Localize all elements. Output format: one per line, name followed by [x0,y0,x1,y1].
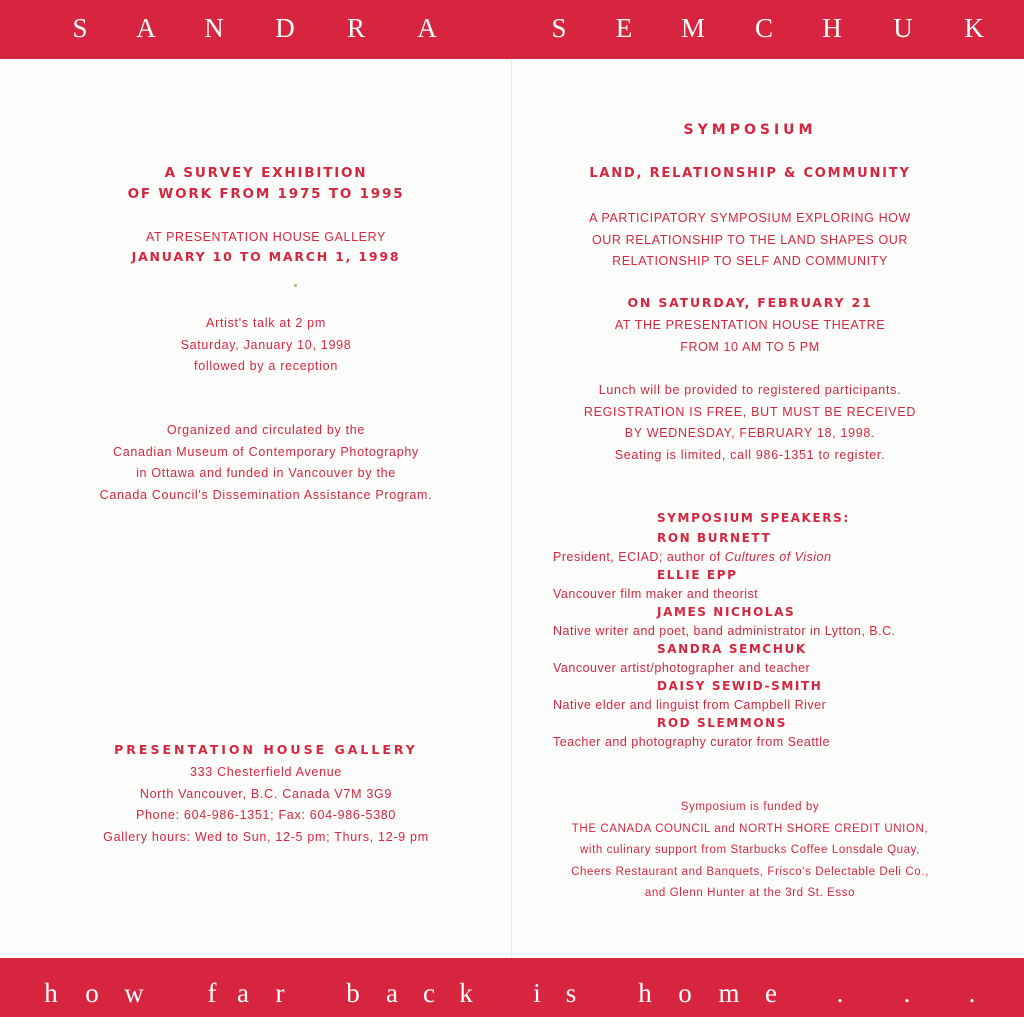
organized-line: in Ottawa and funded in Vancouver by the [136,466,396,480]
footer-letter: w [124,978,144,1008]
speaker-name: ROD SLEMMONS [657,716,788,730]
footer-letter: m [718,978,740,1008]
gallery-name: PRESENTATION HOUSE GALLERY [114,742,418,757]
exhibition-title [60,163,472,205]
funding-line: and Glenn Hunter at the 3rd St. Esso [644,887,856,899]
speaker-description [553,547,973,567]
speaker-description: Vancouver artist/photographer and teacher [553,661,811,675]
fold-line [511,59,512,958]
speaker-description: Vancouver film maker and theorist [553,587,759,601]
header-letter: C [754,13,774,43]
footer-letter: . [836,978,844,1008]
exhibition-venue: AT PRESENTATION HOUSE GALLERY [146,230,386,244]
symposium-date: ON SATURDAY, FEBRUARY 21 [627,295,873,310]
gallery-info-line: Gallery hours: Wed to Sun, 12-5 pm; Thurs, 12-9 pm [103,829,429,844]
header-letter: U [893,13,913,43]
left-panel [60,0,472,958]
header-letter: A [136,13,156,43]
artist-talk-line: Saturday, January 10, 1998 [180,337,352,352]
header-letter: D [275,13,295,43]
registration-line: Seating is limited, call 986-1351 to register. [614,447,886,462]
gallery-info-line: North Vancouver, B.C. Canada V7M 3G9 [139,786,393,801]
registration-line: Lunch will be provided to registered participants. [598,383,902,397]
symposium-description [540,208,960,273]
speaker-entry [553,604,973,641]
artist-talk [60,313,472,378]
footer-letter: . [903,978,911,1008]
registration-line: REGISTRATION IS FREE, BUT MUST BE RECEIVED [583,404,917,419]
speaker-entry [553,530,973,567]
funding-line: THE CANADA COUNCIL and NORTH SHORE CREDIT UNION, [571,822,929,835]
speaker-description: Native writer and poet, band administrator in Lytton, B.C. [553,624,896,638]
exhibition-title-line: A SURVEY EXHIBITION [164,165,368,181]
footer-letter: o [85,978,99,1008]
speaker-description: Native elder and linguist from Campbell River [553,698,827,712]
footer-letter: i [533,978,541,1008]
speaker-entry [553,678,973,715]
funding-line: Cheers Restaurant and Banquets, Frisco's Delectable Deli Co., [571,865,929,878]
footer-letter: e [765,978,777,1008]
footer-letter: a [237,978,249,1008]
description-line: OUR RELATIONSHIP TO THE LAND SHAPES OUR [591,232,909,247]
header-letter: R [346,13,366,43]
gallery-info [60,762,472,848]
header-letter: S [72,13,88,43]
footer-letter: a [386,978,398,1008]
header-letter: E [615,13,633,43]
artist-talk-line: followed by a reception [194,359,338,373]
footer-letter: . [968,978,976,1008]
funding-credit [540,797,960,905]
registration-line: BY WEDNESDAY, FEBRUARY 18, 1998. [624,426,876,440]
gallery-info-line: Phone: 604-986-1351; Fax: 604-986-5380 [135,808,397,822]
header-letter: H [822,13,842,43]
speaker-name: DAISY SEWID-SMITH [657,679,823,693]
header-letter: N [204,13,224,43]
footer-letter: s [565,978,577,1008]
right-panel [540,0,960,958]
footer-letter: o [678,978,692,1008]
speaker-entry [553,715,973,752]
speaker-name: RON BURNETT [657,531,772,545]
footer-tagline [0,958,1024,1017]
footer-letter: r [275,978,285,1008]
decorative-dot [294,284,297,287]
organized-line: Canadian Museum of Contemporary Photography [113,444,419,459]
organized-line: Canada Council's Dissemination Assistance Program. [99,487,433,502]
speakers-heading: SYMPOSIUM SPEAKERS: [657,511,850,525]
speaker-name: JAMES NICHOLAS [657,605,796,619]
symposium-time: FROM 10 AM TO 5 PM [680,340,820,354]
header-letter: A [417,13,437,43]
footer-band [0,958,1024,1017]
footer-letter: h [638,978,652,1008]
footer-letter: f [207,978,217,1008]
footer-letter: b [346,978,360,1008]
exhibition-dates: JANUARY 10 TO MARCH 1, 1998 [131,249,401,264]
registration-info [540,380,960,466]
funding-line: with culinary support from Starbucks Coffee Lonsdale Quay, [580,844,920,856]
header-letter: K [964,13,984,43]
footer-letter: h [44,978,58,1008]
speaker-description-text: President, ECIAD; author of [553,550,725,564]
speaker-name: SANDRA SEMCHUK [657,642,807,656]
footer-letter: c [423,978,435,1008]
symposium-subheading: LAND, RELATIONSHIP & COMMUNITY [589,166,911,181]
organized-line: Organized and circulated by the [166,423,366,437]
speaker-entry [553,567,973,604]
speaker-book-title: Cultures of Vision [724,550,832,564]
organized-credit [60,420,472,506]
gallery-info-line: 333 Chesterfield Avenue [189,765,343,779]
artist-talk-line: Artist's talk at 2 pm [206,316,326,330]
header-letter: S [551,13,567,43]
speaker-name: ELLIE EPP [657,568,738,582]
funding-line: Symposium is funded by [680,801,820,813]
footer-letter: k [459,978,473,1008]
speakers-list [553,510,973,752]
speaker-description: Teacher and photography curator from Seattle [553,735,831,749]
header-letter: M [680,13,706,43]
speaker-entry [553,641,973,678]
symposium-heading: SYMPOSIUM [683,122,817,138]
symposium-place: AT THE PRESENTATION HOUSE THEATRE [614,318,886,332]
exhibition-title-line: OF WORK FROM 1975 TO 1995 [127,186,405,202]
description-line: A PARTICIPATORY SYMPOSIUM EXPLORING HOW [589,211,911,225]
description-line: RELATIONSHIP TO SELF AND COMMUNITY [612,254,888,268]
